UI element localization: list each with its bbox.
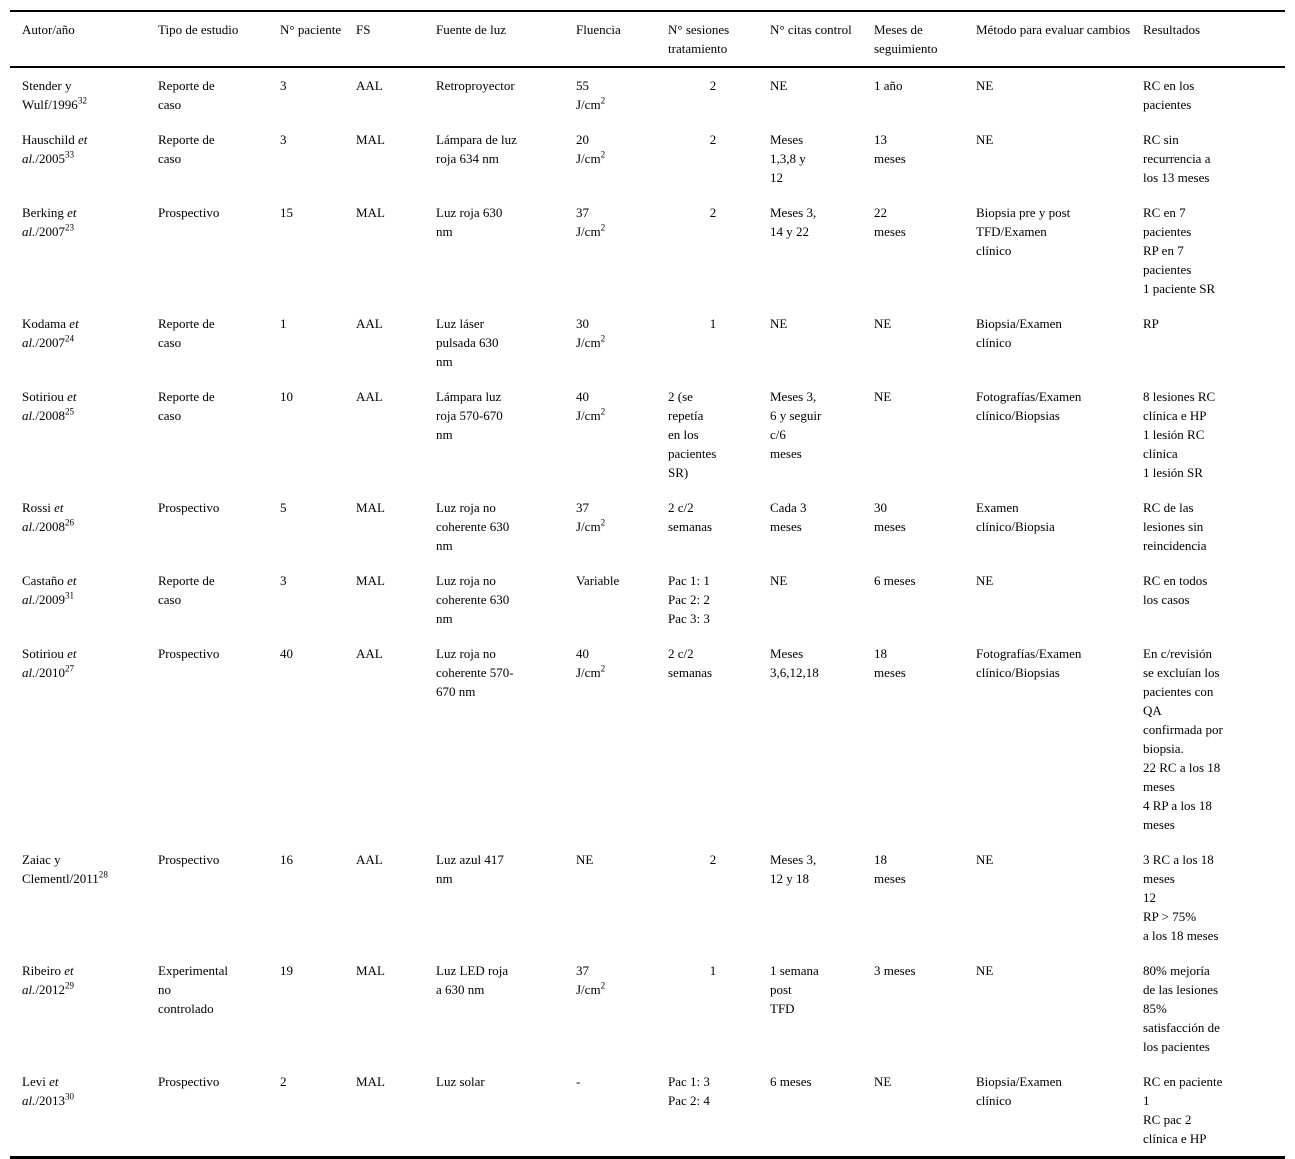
table-cell: 18 meses [874, 852, 906, 886]
table-cell: Luz roja no coherente 570- 670 nm [436, 646, 514, 699]
table-cell: Biopsia/Examen clínico [976, 1074, 1062, 1108]
table-cell: 37 $J/cm^2$ [576, 500, 606, 534]
table-row [10, 636, 1285, 842]
table-cell: Meses 1,3,8 y 12 [770, 132, 806, 185]
table-cell: 3 [280, 132, 287, 147]
table-cell: RP [1143, 316, 1159, 331]
table-cell: Luz solar [436, 1074, 485, 1089]
column-header: Tipo de estudio [158, 22, 239, 37]
table-cell: 13 meses [874, 132, 906, 166]
table-cell: Cada 3 meses [770, 500, 807, 534]
table-cell: 6 meses [874, 573, 916, 588]
table-cell: RC de las lesiones sin reincidencia [1143, 500, 1207, 553]
table-cell: Meses 3, 12 y 18 [770, 852, 817, 886]
table-cell: 3 meses [874, 963, 916, 978]
table-cell: AAL [356, 646, 383, 661]
table-cell: 10 [280, 389, 293, 404]
column-header: N° citas control [770, 22, 852, 37]
table-cell: Castaño et al./2009$^{31}$ [22, 573, 77, 607]
table-cell: Lámpara de luz roja 634 nm [436, 132, 517, 166]
table-cell: Fotografías/Examen clínico/Biopsias [976, 389, 1082, 423]
table-cell: Sotiriou et al./2008$^{25}$ [22, 389, 77, 423]
table-cell: NE [874, 316, 892, 331]
studies-table [10, 10, 1285, 1159]
table-row [10, 490, 1285, 563]
table-cell: NE [770, 573, 788, 588]
table-cell: NE [976, 573, 994, 588]
table-cell: Biopsia pre y post TFD/Examen clínico [976, 205, 1071, 258]
table-row [10, 122, 1285, 195]
table-cell: NE [976, 963, 994, 978]
table-cell: Reporte de caso [158, 316, 215, 350]
table-cell: NE [770, 78, 788, 93]
table-cell: Pac 1: 1 Pac 2: 2 Pac 3: 3 [668, 573, 710, 626]
table-cell: Pac 1: 3 Pac 2: 4 [668, 1074, 710, 1108]
table-cell: NE [576, 852, 594, 867]
table-cell: 37 $J/cm^2$ [576, 205, 606, 239]
table-cell: Rossi et al./2008$^{26}$ [22, 500, 75, 534]
table-cell: Levi et al./2013$^{30}$ [22, 1074, 75, 1108]
table-row [10, 67, 1285, 122]
table-cell: Reporte de caso [158, 389, 215, 423]
table-cell: 3 RC a los 18 meses 12 RP > 75% a los 18 meses [1143, 852, 1219, 943]
table-row [10, 379, 1285, 490]
table-cell: Prospectivo [158, 646, 220, 661]
table-cell: 2 (se repetía en los pacientes SR) [668, 389, 717, 480]
table-cell: 16 [280, 852, 293, 867]
table-cell: 18 meses [874, 646, 906, 680]
table-cell: Lámpara luz roja 570-670 nm [436, 389, 503, 442]
table-cell: 30 meses [874, 500, 906, 534]
column-header: Método para evaluar cambios [976, 22, 1131, 37]
table-cell: AAL [356, 389, 383, 404]
column-header: Fuente de luz [436, 22, 507, 37]
table-cell: Reporte de caso [158, 78, 215, 112]
table-cell: Hauschild et al./2005$^{33}$ [22, 132, 88, 166]
table-cell: 2 [280, 1074, 287, 1089]
table-cell: MAL [356, 1074, 385, 1089]
table-cell: AAL [356, 316, 383, 331]
table-cell: Luz azul 417 nm [436, 852, 504, 886]
table-cell: 80% mejoría de las lesiones 85% satisfacción de los pacientes [1143, 963, 1220, 1054]
table-cell: 40 $J/cm^2$ [576, 646, 606, 680]
table-cell: 55 $J/cm^2$ [576, 78, 606, 112]
table-cell: Ribeiro et al./2012$^{29}$ [22, 963, 75, 997]
column-header: FS [356, 22, 371, 37]
table-cell: 2 c/2 semanas [668, 500, 713, 534]
table-cell: 3 [280, 78, 287, 93]
table-cell: Prospectivo [158, 500, 220, 515]
table-cell: Retroproyector [436, 78, 515, 93]
table-cell: RC en paciente 1 RC pac 2 clínica e HP [1143, 1074, 1223, 1146]
table-cell: 2 c/2 semanas [668, 646, 713, 680]
table-cell: 6 meses [770, 1074, 812, 1089]
table-cell: 2 [709, 205, 717, 220]
table-cell: 15 [280, 205, 293, 220]
table-cell: 30 $J/cm^2$ [576, 316, 606, 350]
table-cell: Meses 3,6,12,18 [770, 646, 819, 680]
table-cell: NE [874, 389, 892, 404]
table-cell: AAL [356, 852, 383, 867]
table-cell: 1 semana post TFD [770, 963, 819, 1016]
table-cell: Variable [576, 573, 620, 588]
table-row [10, 563, 1285, 636]
table-cell: 5 [280, 500, 287, 515]
table-cell: Sotiriou et al./2010$^{27}$ [22, 646, 77, 680]
table-cell: Meses 3, 14 y 22 [770, 205, 817, 239]
table-cell: MAL [356, 963, 385, 978]
table-cell: RC en todos los casos [1143, 573, 1208, 607]
table-cell: 37 $J/cm^2$ [576, 963, 606, 997]
column-header: Fluencia [576, 22, 621, 37]
table-cell: RC en los pacientes [1143, 78, 1195, 112]
table-cell: 2 [709, 132, 717, 147]
table-cell: 2 [709, 78, 717, 93]
table-cell: 2 [709, 852, 717, 867]
column-header: Autor/año [22, 22, 75, 37]
table-header-row [10, 11, 1285, 67]
table-cell: NE [874, 1074, 892, 1089]
table-cell: Prospectivo [158, 1074, 220, 1089]
table-cell: 3 [280, 573, 287, 588]
table-cell: NE [770, 316, 788, 331]
table-row [10, 1064, 1285, 1158]
table-cell: Reporte de caso [158, 573, 215, 607]
table-cell: MAL [356, 205, 385, 220]
table-cell: Zaiac y Clementl/2011$^{28}$ [22, 852, 108, 886]
table-cell: NE [976, 132, 994, 147]
table-cell: 40 $J/cm^2$ [576, 389, 606, 423]
table-cell: 19 [280, 963, 293, 978]
table-cell: 1 [280, 316, 287, 331]
table-cell: - [576, 1074, 581, 1089]
table-row [10, 306, 1285, 379]
table-cell: 1 [709, 963, 717, 978]
table-cell: MAL [356, 573, 385, 588]
table-cell: Prospectivo [158, 852, 220, 867]
table-cell: 20 $J/cm^2$ [576, 132, 606, 166]
table-cell: Stender y Wulf/1996$^{32}$ [22, 78, 87, 112]
table-cell: Reporte de caso [158, 132, 215, 166]
table-cell: MAL [356, 132, 385, 147]
table-cell: 22 meses [874, 205, 906, 239]
table-cell: Luz roja 630 nm [436, 205, 503, 239]
table-cell: Luz LED roja a 630 nm [436, 963, 509, 997]
table-cell: En c/revisión se excluían los pacientes con QA confirmada por biopsia. 22 RC a los 18 meses 4 RP a los 18 meses [1143, 646, 1223, 832]
column-header: Meses de seguimiento [874, 22, 938, 56]
column-header: N° paciente [280, 22, 342, 37]
column-header: Resultados [1143, 22, 1201, 37]
table-cell: AAL [356, 78, 383, 93]
table-header [10, 11, 1285, 67]
table-row [10, 195, 1285, 306]
table-cell: RC en 7 pacientes RP en 7 pacientes 1 paciente SR [1143, 205, 1216, 296]
table-cell: Fotografías/Examen clínico/Biopsias [976, 646, 1082, 680]
table-cell: NE [976, 852, 994, 867]
table-cell: Luz roja no coherente 630 nm [436, 573, 510, 626]
table-cell: 8 lesiones RC clínica e HP 1 lesión RC clínica 1 lesión SR [1143, 389, 1216, 480]
table-cell: Examen clínico/Biopsia [976, 500, 1055, 534]
table-row [10, 842, 1285, 953]
table-cell: Kodama et al./2007$^{24}$ [22, 316, 79, 350]
table-cell: Luz roja no coherente 630 nm [436, 500, 510, 553]
table-cell: 1 [709, 316, 717, 331]
table-cell: Berking et al./2007$^{23}$ [22, 205, 77, 239]
table-cell: MAL [356, 500, 385, 515]
table-cell: Biopsia/Examen clínico [976, 316, 1062, 350]
table-cell: 1 año [874, 78, 903, 93]
table-cell: Experimental no controlado [158, 963, 229, 1016]
table-cell: RC sin recurrencia a los 13 meses [1143, 132, 1211, 185]
table-cell: Prospectivo [158, 205, 220, 220]
table-cell: Luz láser pulsada 630 nm [436, 316, 499, 369]
table-row [10, 953, 1285, 1064]
table-body [10, 67, 1285, 1158]
column-header: N° sesiones tratamiento [668, 22, 730, 56]
table-cell: 40 [280, 646, 293, 661]
table-cell: Meses 3, 6 y seguir c/6 meses [770, 389, 822, 461]
table-cell: NE [976, 78, 994, 93]
